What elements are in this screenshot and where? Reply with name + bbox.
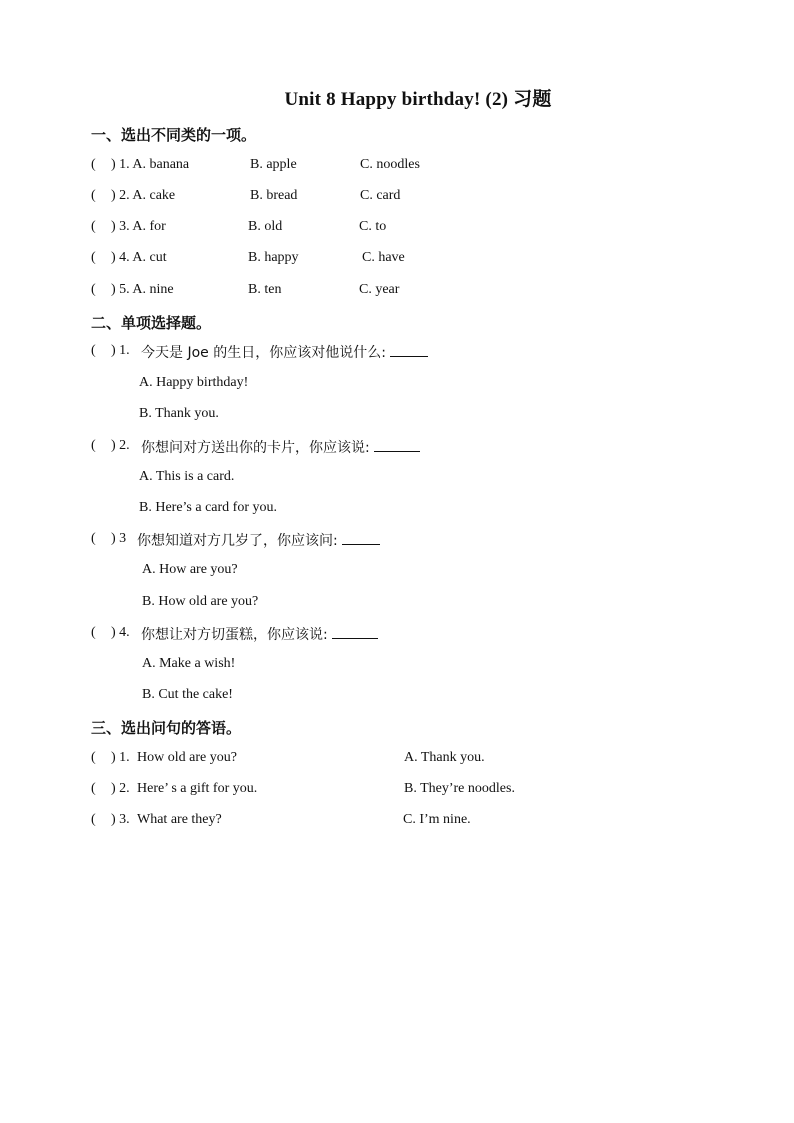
s1-item-1-option-c: C. noodles — [360, 157, 420, 172]
s2-q3-option-a: A. How are you? — [142, 562, 238, 577]
page-title: Unit 8 Happy birthday! (2) 习题 — [284, 89, 552, 110]
item-option-a: ) 3. A. for — [111, 219, 166, 234]
section-3-heading: 三、选出问句的答语。 — [91, 719, 242, 737]
answer-paren: ( — [91, 438, 96, 453]
s2-q1-option-a: A. Happy birthday! — [139, 375, 249, 390]
item-option-a: ) 5. A. nine — [111, 282, 174, 297]
s1-item-5-option-c: C. year — [359, 282, 400, 297]
answer-paren: ( — [91, 781, 96, 796]
question-number: ) 2. — [111, 438, 130, 453]
answer-paren: ( — [91, 750, 96, 765]
item-option-a: ) 2. A. cake — [111, 188, 176, 203]
question-text — [141, 624, 378, 644]
answer-paren: ( — [91, 812, 96, 827]
s3-answer-a: A. Thank you. — [404, 750, 485, 765]
question-text — [137, 530, 380, 550]
question-number: ) 3 — [111, 531, 127, 546]
answer-paren: ( — [91, 625, 96, 640]
question-prompt: 你想知道对方几岁了，你应该问: — [137, 533, 338, 549]
s1-item-2-option-c: C. card — [360, 188, 401, 203]
s1-item-1-option-b: B. apple — [250, 157, 297, 172]
question-prompt: 今天是 Joe 的生日，你应该对他说什么: — [141, 345, 386, 361]
answer-paren: ( — [91, 250, 96, 265]
s2-q1-option-b: B. Thank you. — [139, 406, 219, 421]
question-text — [141, 342, 428, 362]
s1-item-2-option-b: B. bread — [250, 188, 298, 203]
answer-paren: ( — [91, 157, 96, 172]
answer-blank — [390, 344, 428, 357]
question-prompt: 你想让对方切蛋糕，你应该说: — [141, 627, 328, 643]
section-1-heading: 一、选出不同类的一项。 — [91, 126, 257, 144]
s1-item-3-option-c: C. to — [359, 219, 387, 234]
question-text: Here’ s a gift for you. — [137, 781, 258, 796]
s1-item-4-option-b: B. happy — [248, 250, 299, 265]
s3-answer-b: B. They’re noodles. — [404, 781, 515, 796]
answer-paren: ( — [91, 531, 96, 546]
question-number: ) 2. — [111, 781, 130, 796]
answer-blank — [332, 626, 378, 639]
question-number: ) 1. — [111, 750, 130, 765]
question-number: ) 1. — [111, 343, 130, 358]
s2-q4-option-b: B. Cut the cake! — [142, 687, 233, 702]
section-2-heading: 二、单项选择题。 — [91, 314, 212, 332]
answer-paren: ( — [91, 282, 96, 297]
answer-blank — [342, 532, 380, 545]
s1-item-4-option-c: C. have — [362, 250, 405, 265]
s2-q3-option-b: B. How old are you? — [142, 594, 259, 609]
question-text: How old are you? — [137, 750, 237, 765]
item-option-a: ) 1. A. banana — [111, 157, 190, 172]
s1-item-5-option-b: B. ten — [248, 282, 282, 297]
question-text — [141, 437, 420, 457]
s2-q2-option-b: B. Here’s a card for you. — [139, 500, 278, 515]
answer-blank — [374, 439, 420, 452]
answer-paren: ( — [91, 188, 96, 203]
s2-q2-option-a: A. This is a card. — [139, 469, 235, 484]
s3-answer-c: C. I’m nine. — [403, 812, 471, 827]
s2-q4-option-a: A. Make a wish! — [142, 656, 236, 671]
item-option-a: ) 4. A. cut — [111, 250, 167, 265]
question-prompt: 你想问对方送出你的卡片，你应该说: — [141, 440, 370, 456]
question-number: ) 4. — [111, 625, 130, 640]
answer-paren: ( — [91, 343, 96, 358]
answer-paren: ( — [91, 219, 96, 234]
question-number: ) 3. — [111, 812, 130, 827]
question-text: What are they? — [137, 812, 222, 827]
s1-item-3-option-b: B. old — [248, 219, 283, 234]
